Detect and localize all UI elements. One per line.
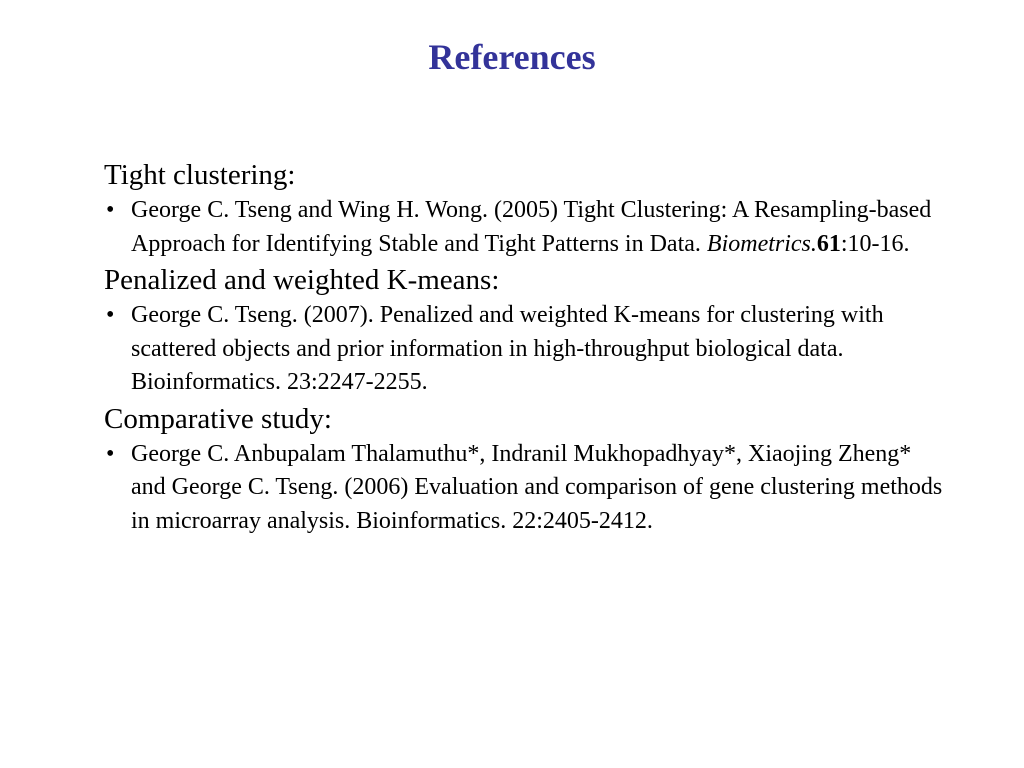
reference-item — [104, 299, 944, 400]
section-heading: Comparative study: — [104, 402, 332, 435]
section-heading: Tight clustering: — [104, 159, 296, 191]
slide-title: References — [428, 37, 596, 77]
journal-separator: . — [810, 230, 817, 257]
section-penalized-kmeans — [104, 261, 944, 400]
reference-text: George C. Tseng and Wing H. Wong. (2005) Tight Clustering: A Resampling-based Approach for Identifying Stable and Tight Patterns in Data. — [131, 197, 932, 257]
reference-text: George C. Anbupalam Thalamuthu*, Indranil Mukhopadhyay*, Xiaojing Zheng* and George C. Tseng. (2006) Evaluation and comparison of gene clustering methods in microarray analysis. Bioinformatics. 22:2405-2412. — [131, 440, 943, 534]
bullet-marker: • — [106, 197, 115, 223]
section-tight-clustering — [104, 156, 944, 261]
bullet-marker: • — [106, 440, 115, 467]
reference-item — [104, 438, 944, 539]
reference-item — [104, 194, 944, 261]
section-comparative-study — [104, 400, 944, 539]
volume-number: 61 — [816, 230, 841, 257]
bullet-marker: • — [106, 302, 115, 328]
page-range: :10-16. — [840, 230, 910, 257]
references-list — [104, 156, 944, 538]
section-heading: Penalized and weighted K-means: — [104, 264, 500, 296]
reference-text: George C. Tseng. (2007). Penalized and weighted K-means for clustering with scattered objects and prior information in high-throughput biological data. Bioinformatics. 23:2247-2255. — [131, 302, 884, 395]
journal-name: Biometrics — [706, 230, 811, 257]
